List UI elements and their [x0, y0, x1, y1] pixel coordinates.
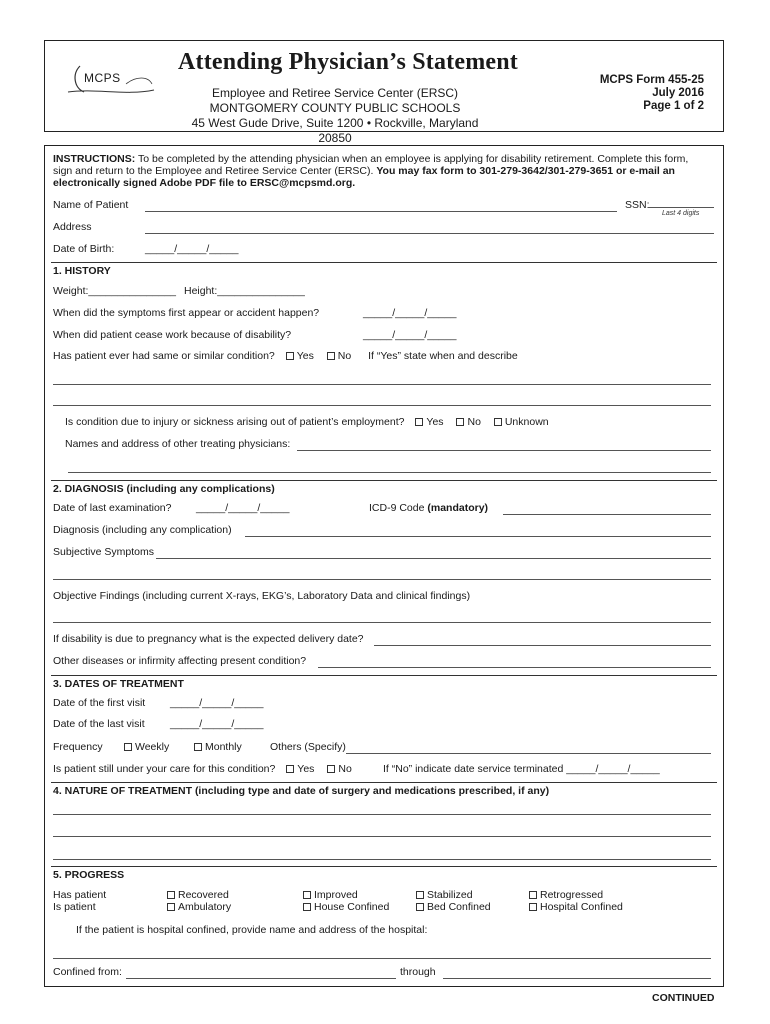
org-line-2: MONTGOMERY COUNTY PUBLIC SCHOOLS [209, 101, 461, 115]
hospital-name-question: If the patient is hospital confined, provide name and address of the hospital: [76, 924, 428, 936]
form-number: MCPS Form 455-25 [599, 74, 704, 86]
logo-text: MCPS [84, 71, 121, 85]
still-care-yes-label: Yes [297, 763, 315, 775]
section-divider [51, 782, 717, 783]
hospital-confined-option[interactable] [529, 901, 623, 913]
pregnancy-label: If disability is due to pregnancy what is the expected delivery date? [53, 633, 364, 645]
dob-field[interactable]: _____/_____/_____ [145, 243, 239, 255]
other-physicians-label: Names and address of other treating physicians: [65, 438, 291, 450]
has-patient-label: Has patient [53, 889, 107, 901]
other-physicians-line-2[interactable] [68, 472, 711, 473]
hospital-name-field[interactable] [53, 958, 711, 959]
dates-treatment-heading: 3. DATES OF TREATMENT [53, 678, 184, 690]
recovered-option[interactable] [167, 889, 229, 901]
subjective-symptoms-line-2[interactable] [53, 579, 711, 580]
diagnosis-field[interactable] [245, 536, 711, 537]
checkbox-icon[interactable] [416, 903, 424, 911]
others-specify-label: Others (Specify) [270, 741, 346, 753]
pregnancy-date-field[interactable] [374, 645, 711, 646]
hospital-confined-label: Hospital Confined [540, 901, 623, 913]
recovered-label: Recovered [178, 889, 229, 901]
instructions-text-2: sign and return to the Employee and Retiree Service Center (ERSC). [53, 165, 377, 177]
through-label: through [400, 966, 436, 978]
symptoms-question: When did the symptoms first appear or accident happen? [53, 307, 320, 319]
last-visit-label: Date of the last visit [53, 718, 145, 730]
weight-field[interactable]: Weight:_______________ [53, 285, 177, 297]
weekly-label: Weekly [135, 741, 170, 753]
similar-no-option[interactable] [327, 350, 351, 362]
similar-describe-line-2[interactable] [53, 405, 711, 406]
still-care-yes-option[interactable] [286, 763, 314, 775]
similar-followup-label: If “Yes” state when and describe [368, 350, 518, 362]
first-visit-label: Date of the first visit [53, 697, 146, 709]
nature-treatment-line-2[interactable] [53, 836, 711, 837]
org-line-1: Employee and Retiree Service Center (ERSC) [211, 86, 459, 100]
height-field[interactable]: Height:_______________ [184, 285, 305, 297]
ssn-label: SSN: [625, 199, 650, 211]
ssn-field[interactable] [648, 207, 714, 208]
still-care-question [53, 763, 352, 775]
checkbox-icon[interactable] [327, 765, 335, 773]
icd9-label [369, 502, 488, 514]
checkbox-icon[interactable] [194, 743, 202, 751]
instructions-fax: You may fax form to 301-279-3642/301-279-3651 or e-mail an [376, 165, 675, 177]
section-divider [51, 262, 717, 263]
form-date: July 2016 [652, 87, 704, 99]
form-body [44, 145, 724, 987]
checkbox-icon[interactable] [167, 903, 175, 911]
monthly-option[interactable] [194, 741, 242, 753]
nature-treatment-heading: 4. NATURE OF TREATMENT (including type and date of surgery and medications prescribed, if any) [53, 785, 550, 797]
address-field[interactable] [145, 233, 714, 234]
icd9-field[interactable] [503, 514, 711, 515]
instructions-label: INSTRUCTIONS: [53, 153, 136, 165]
progress-heading: 5. PROGRESS [53, 869, 125, 881]
house-confined-label: House Confined [314, 901, 390, 913]
history-heading: 1. HISTORY [53, 265, 111, 277]
address-label: Address [53, 221, 92, 233]
monthly-label: Monthly [205, 741, 242, 753]
instructions-line-1 [53, 153, 688, 165]
injury-question [65, 416, 549, 428]
instructions-line-2 [53, 165, 675, 177]
section-divider [51, 866, 717, 867]
checkbox-icon[interactable] [494, 418, 502, 426]
continued-label: CONTINUED [652, 992, 715, 1004]
checkbox-icon[interactable] [124, 743, 132, 751]
house-confined-option[interactable] [303, 901, 389, 913]
still-care-no-label: No [338, 763, 352, 775]
page-number: Page 1 of 2 [643, 100, 704, 112]
checkbox-icon[interactable] [303, 891, 311, 899]
other-diseases-field[interactable] [318, 667, 711, 668]
improved-label: Improved [314, 889, 358, 901]
checkbox-icon[interactable] [415, 418, 423, 426]
confined-from-field[interactable] [126, 978, 396, 979]
ambulatory-option[interactable] [167, 901, 231, 913]
section-divider [51, 675, 717, 676]
similar-condition-question [53, 350, 518, 362]
injury-yes-label: Yes [426, 416, 444, 428]
injury-unknown-label: Unknown [504, 416, 549, 428]
instructions-email: electronically signed Adobe PDF file to ERSC@mcpsmd.org. [53, 177, 356, 189]
subjective-symptoms-label: Subjective Symptoms [53, 546, 154, 558]
objective-findings-field[interactable] [53, 622, 711, 623]
symptoms-date-field[interactable]: _____/_____/_____ [363, 307, 457, 319]
bed-confined-label: Bed Confined [427, 901, 491, 913]
checkbox-icon[interactable] [286, 352, 294, 360]
retrogressed-option[interactable] [529, 889, 603, 901]
org-line-3: 45 West Gude Drive, Suite 1200 • Rockville, Maryland 20850 [191, 116, 479, 145]
similar-condition-label: Has patient ever had same or similar condition? [53, 350, 275, 362]
injury-no-label: No [467, 416, 481, 428]
checkbox-icon[interactable] [303, 903, 311, 911]
improved-option[interactable] [303, 889, 358, 901]
last-exam-label: Date of last examination? [53, 502, 172, 514]
stabilized-option[interactable] [416, 889, 473, 901]
terminated-date-field[interactable]: If “No” indicate date service terminated _____/_____/_____ [383, 763, 660, 775]
other-physicians-field[interactable] [297, 450, 711, 451]
patient-name-label: Name of Patient [53, 199, 129, 211]
page-title: Attending Physician’s Statement [178, 49, 518, 75]
confined-from-label: Confined from: [53, 966, 122, 978]
checkbox-icon[interactable] [456, 418, 464, 426]
still-care-no-option[interactable] [327, 763, 351, 775]
stabilized-label: Stabilized [427, 889, 473, 901]
other-diseases-label: Other diseases or infirmity affecting present condition? [53, 655, 307, 667]
injury-label: Is condition due to injury or sickness arising out of patient’s employment? [65, 416, 405, 428]
nature-treatment-line-1[interactable] [53, 814, 711, 815]
bed-confined-option[interactable] [416, 901, 491, 913]
cease-work-question: When did patient cease work because of disability? [53, 329, 292, 341]
retrogressed-label: Retrogressed [540, 889, 604, 901]
diagnosis-label: Diagnosis (including any complication) [53, 524, 232, 536]
injury-unknown-option[interactable] [494, 416, 549, 428]
confined-through-field[interactable] [443, 978, 711, 979]
icd9-text: ICD-9 Code [369, 502, 428, 514]
others-specify-field[interactable] [346, 753, 711, 754]
still-care-label: Is patient still under your care for this condition? [53, 763, 276, 775]
ambulatory-label: Ambulatory [178, 901, 232, 913]
injury-no-option[interactable] [456, 416, 480, 428]
first-visit-date-field[interactable]: _____/_____/_____ [170, 697, 264, 709]
instructions-text-1: To be completed by the attending physician when an employee is applying for disability retirement. Complete this form, [135, 153, 689, 165]
last-exam-date-field[interactable]: _____/_____/_____ [196, 502, 290, 514]
frequency-label: Frequency [53, 741, 103, 753]
checkbox-icon[interactable] [327, 352, 335, 360]
dob-label: Date of Birth: [53, 243, 115, 255]
similar-yes-label: Yes [296, 350, 314, 362]
diagnosis-heading: 2. DIAGNOSIS (including any complications) [53, 483, 275, 495]
cease-work-date-field[interactable]: _____/_____/_____ [363, 329, 457, 341]
injury-yes-option[interactable] [415, 416, 443, 428]
nature-treatment-line-3[interactable] [53, 859, 711, 860]
objective-findings-label: Objective Findings (including current X-rays, EKG’s, Laboratory Data and clinical findings) [53, 590, 471, 602]
similar-describe-line-1[interactable] [53, 384, 711, 385]
section-divider [51, 480, 717, 481]
checkbox-icon[interactable] [286, 765, 294, 773]
similar-yes-option[interactable] [286, 350, 314, 362]
checkbox-icon[interactable] [416, 891, 424, 899]
ssn-hint: Last 4 digits [662, 210, 700, 217]
checkbox-icon[interactable] [529, 891, 537, 899]
checkbox-icon[interactable] [167, 891, 175, 899]
icd9-mandatory: (mandatory) [427, 502, 489, 514]
patient-name-field[interactable] [145, 211, 617, 212]
similar-no-label: No [337, 350, 352, 362]
is-patient-label: Is patient [53, 901, 96, 913]
weekly-option[interactable] [124, 741, 169, 753]
last-visit-date-field[interactable]: _____/_____/_____ [170, 718, 264, 730]
checkbox-icon[interactable] [529, 903, 537, 911]
mcps-logo [66, 62, 156, 100]
subjective-symptoms-field[interactable] [156, 558, 711, 559]
